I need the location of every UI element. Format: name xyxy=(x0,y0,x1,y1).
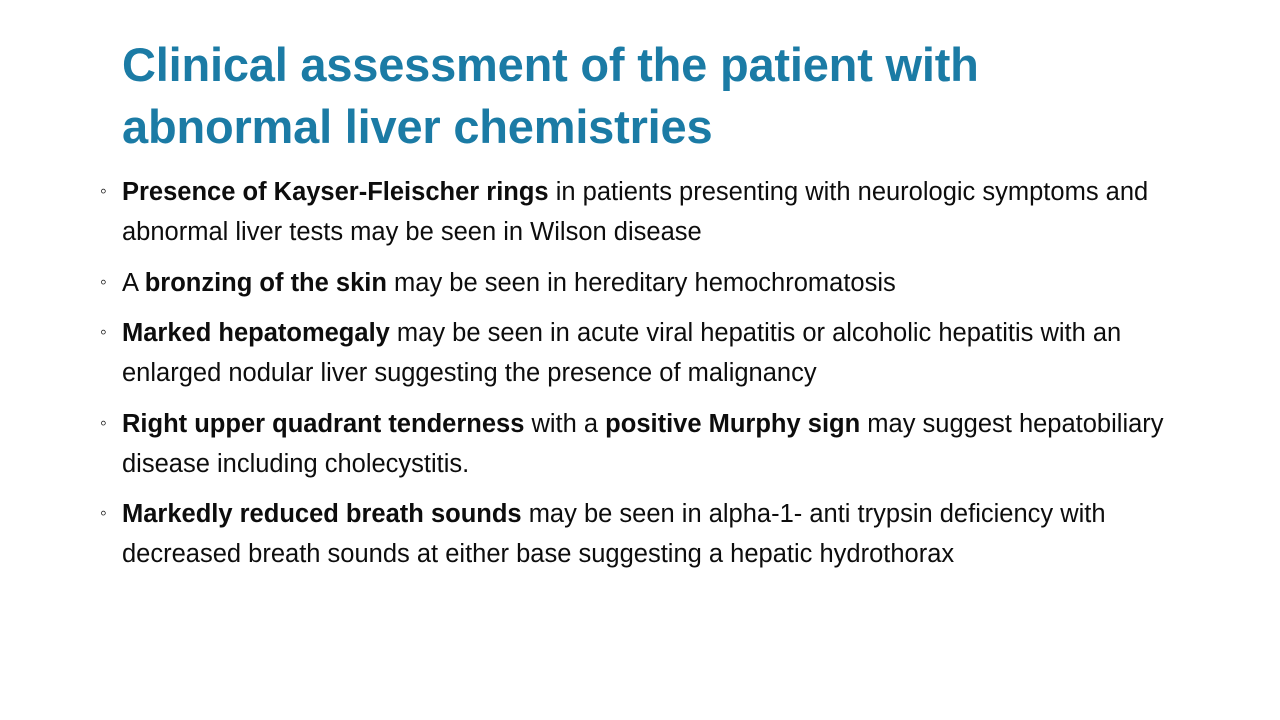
emphasis-text: Markedly reduced breath sounds xyxy=(122,500,522,529)
page-title: Clinical assessment of the patient with abnormal liver chemistries xyxy=(122,38,979,154)
list-item-text xyxy=(122,264,1166,304)
list-item-text xyxy=(122,314,1166,394)
emphasis-text: Presence of Kayser-Fleischer rings xyxy=(122,178,549,206)
list-item-text xyxy=(122,405,1166,485)
plain-text: may suggest hepatobiliary disease including cholecystitis. xyxy=(122,409,1164,478)
bullet-point-icon: ◦ xyxy=(100,412,107,434)
list-item xyxy=(96,495,1166,575)
emphasis-text: Right upper quadrant tenderness xyxy=(122,409,525,438)
list-item xyxy=(96,314,1166,394)
bullet-point-icon: ◦ xyxy=(100,271,107,293)
list-item xyxy=(96,264,1166,304)
plain-text: in patients presenting with neurologic symptoms and abnormal liver tests may be seen in Wilson disease xyxy=(122,178,1149,246)
list-item xyxy=(96,173,1166,253)
bullet-point-icon: ◦ xyxy=(100,503,107,525)
emphasis-text: positive Murphy sign xyxy=(605,409,861,438)
bullet-point-icon: ◦ xyxy=(100,322,107,344)
plain-text: may be seen in alpha-1- anti trypsin deficiency with decreased breath sounds at either base suggesting a hepatic hydrothorax xyxy=(122,500,1106,569)
plain-text: A xyxy=(122,268,145,297)
plain-text: with a xyxy=(524,409,606,438)
list-item-text xyxy=(122,173,1166,253)
plain-text: may be seen in hereditary hemochromatosis xyxy=(386,268,896,297)
bullet-list xyxy=(96,173,1166,586)
bullet-point-icon: ◦ xyxy=(100,181,107,202)
list-item xyxy=(96,405,1166,485)
list-item-text xyxy=(122,495,1166,575)
plain-text: may be seen in acute viral hepatitis or alcoholic hepatitis with an enlarged nodular liver suggesting the presence of malignancy xyxy=(122,319,1122,388)
emphasis-text: bronzing of the skin xyxy=(144,268,387,297)
emphasis-text: Marked hepatomegaly xyxy=(122,319,390,348)
